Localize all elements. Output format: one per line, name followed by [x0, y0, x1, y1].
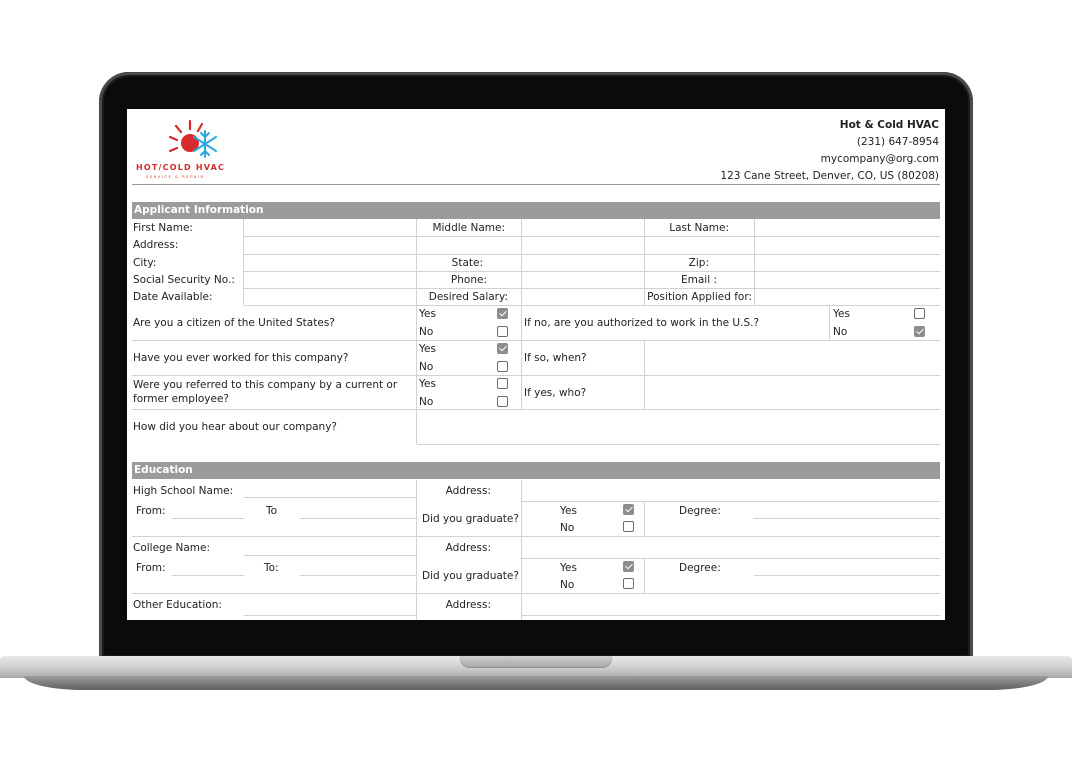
row-line: [522, 558, 940, 559]
worked-yes-label: Yes: [419, 343, 436, 355]
question-hear: How did you hear about our company?: [133, 421, 337, 433]
education-section-header: Education: [132, 462, 940, 479]
row-line: [172, 575, 244, 576]
label-high-school: High School Name:: [133, 485, 234, 497]
row-line: [132, 340, 940, 341]
row-line: [244, 497, 416, 498]
row-line: [244, 555, 416, 556]
college-no-label: No: [560, 579, 575, 591]
company-phone: (231) 647-8954: [856, 136, 939, 148]
col-line: [829, 306, 830, 340]
label-hs-graduate: Did you graduate?: [422, 513, 519, 525]
label-hs-degree: Degree:: [679, 505, 721, 517]
worked-yes-checkbox[interactable]: [497, 343, 508, 354]
label-date-available: Date Available:: [133, 291, 213, 303]
label-college: College Name:: [133, 542, 211, 554]
label-hs-from: From:: [136, 505, 166, 517]
question-referred-line2: former employee?: [133, 393, 229, 405]
label-zip: Zip:: [688, 257, 709, 269]
hs-graduate-yes-checkbox[interactable]: [623, 504, 634, 515]
worked-no-checkbox[interactable]: [497, 361, 508, 372]
label-state: State:: [451, 257, 483, 269]
label-other-education: Other Education:: [133, 599, 222, 611]
col-line: [644, 558, 645, 594]
label-address: Address:: [133, 239, 179, 251]
company-info: [720, 117, 939, 185]
row-line: [417, 444, 940, 445]
company-address: 123 Cane Street, Denver, CO, US (80208): [720, 170, 939, 182]
row-line: [132, 593, 940, 594]
row-line: [244, 271, 940, 272]
row-line: [300, 575, 416, 576]
question-when: If so, when?: [524, 352, 587, 364]
label-hs-address: Address:: [445, 485, 491, 497]
row-line: [522, 615, 940, 616]
row-line: [244, 288, 940, 289]
label-college-from: From:: [136, 562, 166, 574]
laptop-notch: [460, 656, 612, 668]
label-college-graduate: Did you graduate?: [422, 570, 519, 582]
label-college-to: To:: [264, 562, 279, 574]
logo-tagline: SERVICE & REPAIR: [146, 175, 205, 179]
citizen-yes-checkbox[interactable]: [497, 308, 508, 319]
question-referred-line1: Were you referred to this company by a current or: [133, 379, 398, 391]
col-line: [243, 219, 244, 305]
citizen-yes-label: Yes: [419, 308, 436, 320]
college-graduate-no-checkbox[interactable]: [623, 578, 634, 589]
question-authorized: If no, are you authorized to work in the U.S.?: [524, 317, 760, 329]
hs-no-label: No: [560, 522, 575, 534]
company-email: mycompany@org.com: [820, 153, 939, 165]
employment-application-document: [127, 109, 945, 620]
authorized-yes-label: Yes: [833, 308, 850, 320]
college-yes-label: Yes: [560, 562, 577, 574]
college-graduate-yes-checkbox[interactable]: [623, 561, 634, 572]
hs-yes-label: Yes: [560, 505, 577, 517]
row-line: [244, 236, 940, 237]
question-worked: Have you ever worked for this company?: [133, 352, 349, 364]
label-last-name: Last Name:: [669, 222, 729, 234]
laptop-screen: [127, 109, 945, 620]
laptop-base-edge: [24, 676, 1048, 690]
row-line: [244, 305, 940, 306]
label-city: City:: [133, 257, 157, 269]
row-line: [172, 518, 244, 519]
row-line: [132, 409, 940, 410]
authorized-no-checkbox[interactable]: [914, 326, 925, 337]
label-college-address: Address:: [445, 542, 491, 554]
label-college-degree: Degree:: [679, 562, 721, 574]
label-hs-to: To: [266, 505, 278, 517]
question-who: If yes, who?: [524, 387, 587, 399]
authorized-yes-checkbox[interactable]: [914, 308, 925, 319]
logo-wordmark: HOT/COLD HVAC: [136, 163, 226, 172]
col-line: [754, 219, 755, 305]
referred-yes-checkbox[interactable]: [497, 378, 508, 389]
row-line: [300, 518, 416, 519]
col-line: [416, 219, 417, 444]
label-position: Position Applied for:: [647, 291, 752, 303]
header-divider: [132, 184, 940, 185]
label-first-name: First Name:: [133, 222, 193, 234]
col-line: [644, 340, 645, 409]
row-line: [132, 536, 940, 537]
row-line: [244, 254, 940, 255]
applicant-section-header: Applicant Information: [132, 202, 940, 219]
label-middle-name: Middle Name:: [432, 222, 505, 234]
referred-no-checkbox[interactable]: [497, 396, 508, 407]
row-line: [754, 575, 940, 576]
label-phone: Phone:: [450, 274, 487, 286]
citizen-no-checkbox[interactable]: [497, 326, 508, 337]
company-name: Hot & Cold HVAC: [839, 119, 939, 131]
worked-no-label: No: [419, 361, 434, 373]
referred-yes-label: Yes: [419, 378, 436, 390]
hs-graduate-no-checkbox[interactable]: [623, 521, 634, 532]
referred-no-label: No: [419, 396, 434, 408]
col-line: [644, 501, 645, 537]
row-line: [522, 501, 940, 502]
row-line: [244, 615, 416, 616]
question-citizen: Are you a citizen of the United States?: [133, 317, 335, 329]
authorized-no-label: No: [833, 326, 848, 338]
row-line: [754, 518, 940, 519]
citizen-no-label: No: [419, 326, 434, 338]
label-ssn: Social Security No.:: [133, 274, 235, 286]
row-line: [132, 375, 940, 376]
label-other-address: Address:: [445, 599, 491, 611]
label-email: Email :: [680, 274, 717, 286]
label-desired-salary: Desired Salary:: [428, 291, 508, 303]
col-line: [521, 219, 522, 410]
